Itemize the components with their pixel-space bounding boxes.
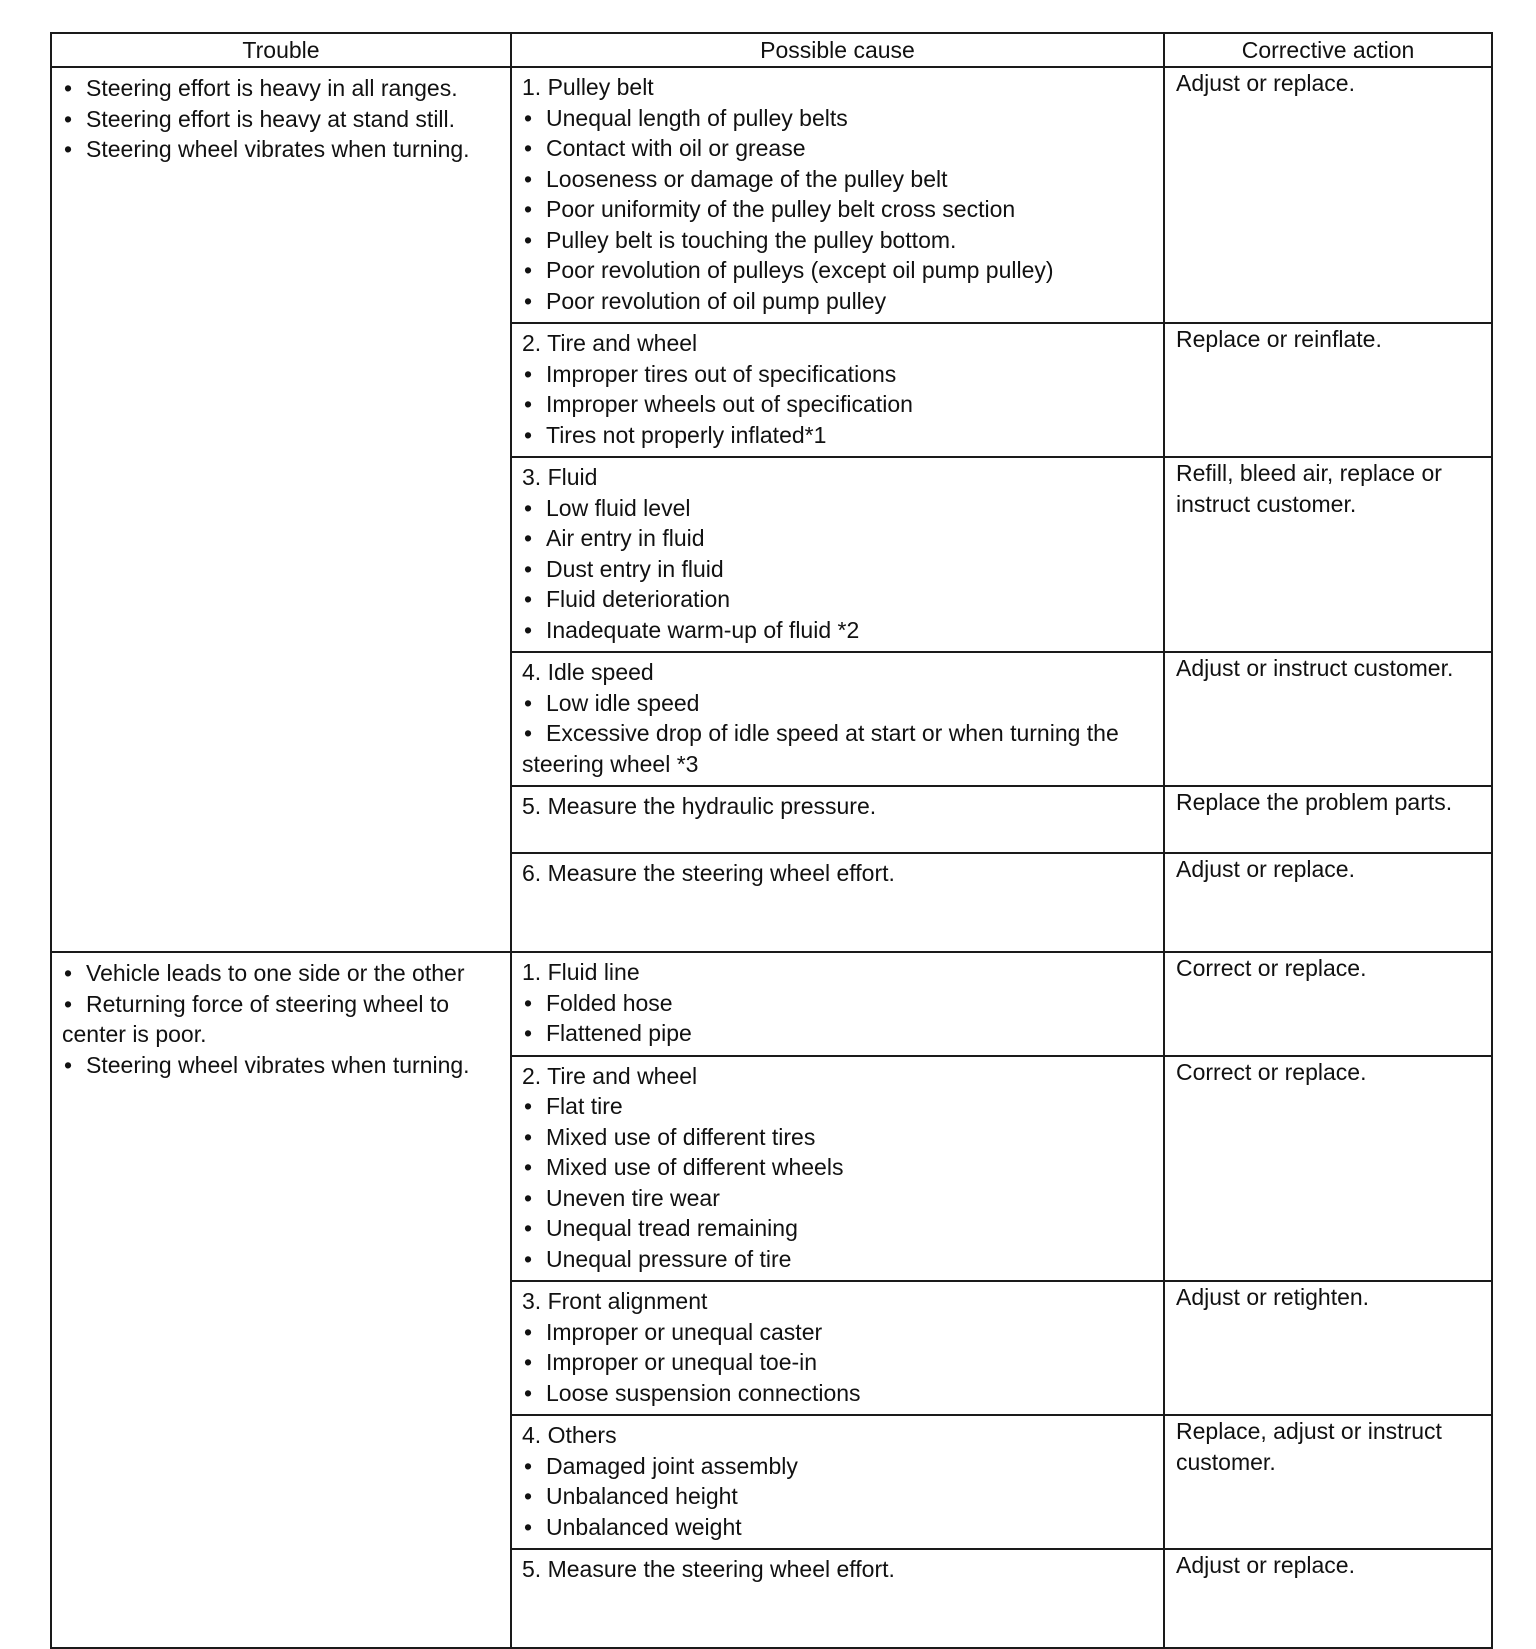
cause-item: • Improper tires out of specifications	[522, 359, 1155, 390]
bullet-icon: •	[524, 525, 533, 551]
cause-item: • Contact with oil or grease	[522, 133, 1155, 164]
cause-item: • Poor uniformity of the pulley belt cross section	[522, 194, 1155, 225]
action-cell: Adjust or replace.	[1164, 67, 1492, 323]
action-cell: Replace the problem parts.	[1164, 786, 1492, 853]
action-cell: Replace or reinflate.	[1164, 323, 1492, 457]
cause-title: 1. Pulley belt	[522, 74, 654, 100]
troubleshooting-table	[50, 32, 1493, 1649]
bullet-icon: •	[524, 1513, 533, 1540]
header-trouble: Trouble	[51, 33, 511, 67]
cause-cell	[511, 67, 1164, 323]
cause-item: • Improper wheels out of specification	[522, 389, 1155, 420]
cause-item: • Unequal tread remaining	[522, 1213, 1155, 1244]
cause-cell	[511, 652, 1164, 786]
cause-item: • Poor revolution of oil pump pulley	[522, 286, 1155, 317]
bullet-icon: •	[524, 586, 533, 612]
trouble-item: • Steering wheel vibrates when turning.	[62, 1050, 502, 1081]
bullet-icon: •	[524, 689, 533, 716]
trouble-cell	[51, 952, 511, 1648]
cause-item: • Pulley belt is touching the pulley bottom.	[522, 225, 1155, 256]
bullet-icon: •	[524, 1123, 533, 1150]
cause-item: • Inadequate warm-up of fluid *2	[522, 615, 1155, 646]
cause-item: • Improper or unequal caster	[522, 1317, 1155, 1348]
cause-cell	[511, 1549, 1164, 1648]
cause-title: 4. Others	[522, 1422, 617, 1448]
trouble-item: • Steering effort is heavy in all ranges.	[62, 73, 502, 104]
trouble-item: • Steering wheel vibrates when turning.	[62, 134, 502, 165]
bullet-icon: •	[524, 104, 533, 131]
bullet-icon: •	[524, 555, 533, 582]
bullet-icon: •	[524, 989, 533, 1016]
cause-title: 4. Idle speed	[522, 659, 654, 685]
cause-item: • Mixed use of different wheels	[522, 1152, 1155, 1183]
action-cell: Adjust or replace.	[1164, 853, 1492, 952]
cause-cell	[511, 786, 1164, 853]
table-row	[51, 67, 1492, 323]
trouble-item: • Steering effort is heavy at stand still.	[62, 104, 502, 135]
cause-item: • Unequal pressure of tire	[522, 1244, 1155, 1275]
bullet-icon: •	[524, 1184, 533, 1211]
bullet-icon: •	[524, 1245, 533, 1272]
bullet-icon: •	[524, 1318, 533, 1345]
bullet-icon: •	[524, 165, 533, 192]
action-cell: Adjust or retighten.	[1164, 1281, 1492, 1415]
bullet-icon: •	[64, 75, 73, 101]
header-corrective-action: Corrective action	[1164, 33, 1492, 67]
bullet-icon: •	[524, 391, 533, 417]
cause-title: 5. Measure the hydraulic pressure.	[522, 793, 877, 819]
cause-item: • Fluid deterioration	[522, 584, 1155, 615]
header-possible-cause: Possible cause	[511, 33, 1164, 67]
bullet-icon: •	[64, 960, 73, 986]
bullet-icon: •	[524, 1093, 533, 1119]
cause-item: • Unequal length of pulley belts	[522, 103, 1155, 134]
bullet-icon: •	[524, 1020, 533, 1046]
bullet-icon: •	[524, 1154, 533, 1180]
trouble-cell	[51, 67, 511, 952]
cause-title: 2. Tire and wheel	[522, 1062, 698, 1089]
cause-title: 6. Measure the steering wheel effort.	[522, 860, 895, 886]
cause-title: 2. Tire and wheel	[522, 330, 698, 356]
cause-item: • Dust entry in fluid	[522, 554, 1155, 585]
cause-item: • Flattened pipe	[522, 1018, 1155, 1049]
cause-item: • Folded hose	[522, 988, 1155, 1019]
cause-item: • Mixed use of different tires	[522, 1122, 1155, 1153]
cause-title: 1. Fluid line	[522, 959, 640, 985]
cause-item: • Low fluid level	[522, 493, 1155, 524]
cause-cell	[511, 457, 1164, 652]
cause-cell	[511, 853, 1164, 952]
bullet-icon: •	[524, 360, 533, 387]
cause-item: • Improper or unequal toe-in	[522, 1347, 1155, 1378]
bullet-icon: •	[524, 1215, 533, 1241]
cause-cell	[511, 1056, 1164, 1282]
bullet-icon: •	[524, 494, 533, 521]
cause-cell	[511, 952, 1164, 1056]
bullet-icon: •	[64, 136, 73, 162]
cause-cell	[511, 323, 1164, 457]
bullet-icon: •	[524, 257, 533, 283]
cause-item: • Looseness or damage of the pulley belt	[522, 164, 1155, 195]
bullet-icon: •	[524, 1349, 533, 1375]
bullet-icon: •	[524, 720, 533, 746]
action-cell: Adjust or instruct customer.	[1164, 652, 1492, 786]
cause-item: • Damaged joint assembly	[522, 1451, 1155, 1482]
cause-title: 3. Front alignment	[522, 1288, 708, 1314]
cause-item: • Air entry in fluid	[522, 523, 1155, 554]
bullet-icon: •	[524, 1379, 533, 1406]
cause-item: • Flat tire	[522, 1091, 1155, 1122]
bullet-icon: •	[524, 135, 533, 161]
cause-item: • Unbalanced height	[522, 1481, 1155, 1512]
action-cell: Correct or replace.	[1164, 952, 1492, 1056]
bullet-icon: •	[64, 105, 73, 132]
cause-title: 3. Fluid	[522, 464, 598, 490]
cause-item: • Tires not properly inflated*1	[522, 420, 1155, 451]
action-cell: Replace, adjust or instruct customer.	[1164, 1415, 1492, 1549]
header-row	[51, 33, 1492, 67]
bullet-icon: •	[524, 1483, 533, 1509]
trouble-item: • Vehicle leads to one side or the other	[62, 958, 502, 989]
action-cell: Adjust or replace.	[1164, 1549, 1492, 1648]
cause-item: • Uneven tire wear	[522, 1183, 1155, 1214]
bullet-icon: •	[524, 226, 533, 253]
cause-item: • Unbalanced weight	[522, 1512, 1155, 1543]
bullet-icon: •	[524, 196, 533, 222]
action-cell: Refill, bleed air, replace or instruct customer.	[1164, 457, 1492, 652]
action-cell: Correct or replace.	[1164, 1056, 1492, 1282]
bullet-icon: •	[524, 1452, 533, 1479]
trouble-item: • Returning force of steering wheel to center is poor.	[62, 990, 450, 1047]
cause-title: 5. Measure the steering wheel effort.	[522, 1556, 895, 1582]
cause-cell	[511, 1281, 1164, 1415]
cause-cell	[511, 1415, 1164, 1549]
bullet-icon: •	[524, 421, 533, 448]
table-row	[51, 952, 1492, 1056]
cause-item: • Loose suspension connections	[522, 1378, 1155, 1409]
bullet-icon: •	[524, 616, 533, 643]
bullet-icon: •	[524, 287, 533, 314]
cause-item: • Poor revolution of pulleys (except oil pump pulley)	[522, 255, 1155, 286]
bullet-icon: •	[64, 1051, 73, 1078]
cause-item: • Excessive drop of idle speed at start or when turning the steering wheel *3	[522, 720, 1119, 777]
bullet-icon: •	[64, 990, 73, 1017]
cause-item: • Low idle speed	[522, 688, 1155, 719]
